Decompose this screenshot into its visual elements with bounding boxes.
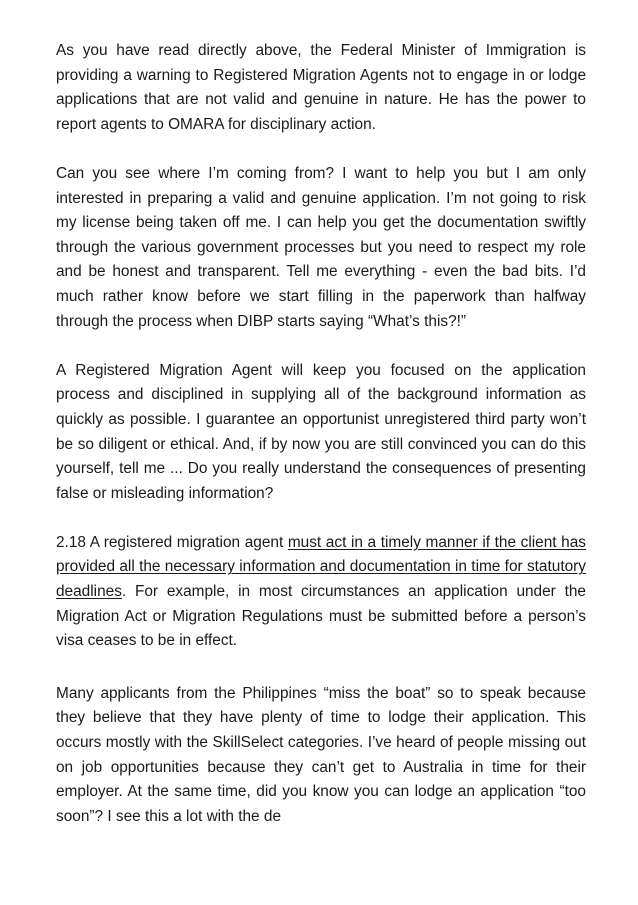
paragraph-valid-application: Can you see where I’m coming from? I want to help you but I am only interested in preparing a valid and genuine application. I’m not going to risk my license being taken off me. I can help you get the documentation swiftly through the various government processes but you need to respect my role and be honest and transparent. Tell me everything - even the bad bits. I’d much rather know before we start filling in the paperwork than halfway through the process when DIBP starts saying “What’s this?!” <box>56 164 586 330</box>
document-page <box>56 39 586 857</box>
clause-suffix: . For example, in most circumstances an application under the Migration Act or Migration Regulations must be submitted before a person’s visa ceases to be in effect. <box>56 583 586 650</box>
paragraph-miss-the-boat: Many applicants from the Philippines “miss the boat” so to speak because they believe that they have plenty of time to lodge their application. This occurs mostly with the SkillSelect categories. I’ve heard of people missing out on job opportunities because they can’t get to Australia in time for their employer. At the same time, did you know you can lodge an application “too soon”? I see this a lot with the de <box>56 684 586 825</box>
paragraph-registered-agent: A Registered Migration Agent will keep you focused on the application process and disciplined in supplying all of the background information as quickly as possible. I guarantee an opportunist unregistered third party won’t be so diligent or ethical. And, if by now you are still convinced you can do this yourself, tell me ... Do you really understand the consequences of presenting false or misleading information? <box>56 361 586 502</box>
paragraph-code-of-conduct-2-18 <box>56 531 586 654</box>
clause-underlined-text: must act in a timely manner if the client has provided all the necessary information and documentation in time for statutory deadlines <box>56 533 586 601</box>
paragraph-minister-warning: As you have read directly above, the Federal Minister of Immigration is providing a warning to Registered Migration Agents not to engage in or lodge applications that are not valid and genuine in nature. He has the power to report agents to OMARA for disciplinary action. <box>56 42 586 133</box>
clause-prefix: 2.18 A registered migration agent <box>56 533 288 551</box>
